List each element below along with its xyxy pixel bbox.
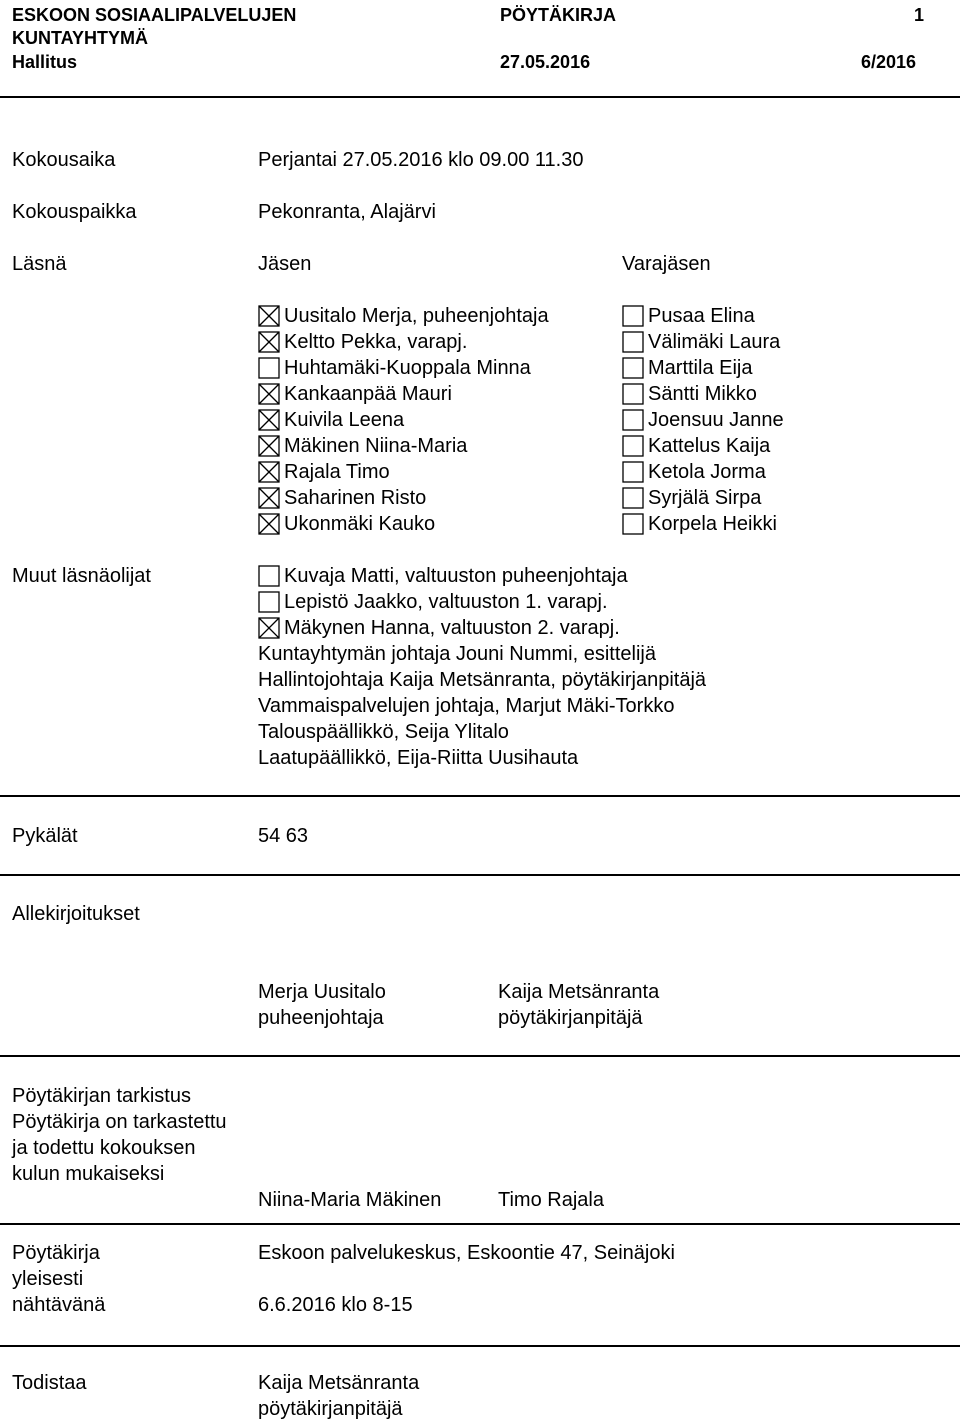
attendee-row (258, 589, 758, 615)
attendee-row-label: Mäkynen Hanna, valtuuston 2. varapj. (284, 617, 620, 639)
time-label: Kokousaika (12, 149, 116, 171)
checked-checkbox-icon (258, 435, 280, 457)
member-row-label: Huhtamäki-Kuoppala Minna (284, 357, 531, 379)
checked-checkbox-icon (258, 331, 280, 353)
deputy-row-label: Kattelus Kaija (648, 435, 771, 457)
sections-value: 54 63 (258, 825, 309, 847)
member-row (258, 459, 608, 485)
certify-name: Kaija Metsänranta (258, 1372, 420, 1394)
member-row-label: Kuivila Leena (284, 409, 405, 431)
deputy-row (622, 485, 942, 511)
unchecked-checkbox-icon (622, 305, 644, 327)
attendee-row (258, 615, 758, 641)
reviewer-1: Niina-Maria Mäkinen (258, 1189, 442, 1211)
deputy-row (622, 459, 942, 485)
member-row-label: Uusitalo Merja, puheenjohtaja (284, 305, 549, 327)
deputy-row-label: Ketola Jorma (648, 461, 766, 483)
member-row (258, 355, 608, 381)
sections-label: Pykälät (12, 825, 78, 847)
unchecked-checkbox-icon (622, 357, 644, 379)
member-row (258, 511, 608, 537)
unchecked-checkbox-icon (258, 357, 280, 379)
certify-label: Todistaa (12, 1372, 87, 1394)
org-name-line1: ESKOON SOSIAALIPALVELUJEN (12, 5, 297, 25)
deputy-row-label: Syrjälä Sirpa (648, 487, 762, 509)
review-line-2: Pöytäkirja on tarkastettu (12, 1111, 227, 1133)
deputy-row-label: Korpela Heikki (648, 513, 777, 535)
attendee-line: Talouspäällikkö, Seija Ylitalo (258, 721, 509, 743)
checked-checkbox-icon (258, 461, 280, 483)
chair-name: Merja Uusitalo (258, 981, 386, 1003)
attendee-row-label: Kuvaja Matti, valtuuston puheenjohtaja (284, 565, 628, 587)
unchecked-checkbox-icon (622, 487, 644, 509)
checked-checkbox-icon (258, 305, 280, 327)
unchecked-checkbox-icon (622, 513, 644, 535)
attendee-row-label: Lepistö Jaakko, valtuuston 1. varapj. (284, 591, 608, 613)
header-date: 27.05.2016 (500, 52, 591, 72)
deputy-row (622, 329, 942, 355)
checked-checkbox-icon (258, 409, 280, 431)
deputy-row-label: Marttila Eija (648, 357, 753, 379)
deputy-row (622, 433, 942, 459)
certify-role: pöytäkirjanpitäjä (258, 1398, 403, 1420)
display-label-line-1: Pöytäkirja (12, 1242, 100, 1264)
attendee-line: Kuntayhtymän johtaja Jouni Nummi, esittelijä (258, 643, 656, 665)
deputy-row (622, 381, 942, 407)
member-row-label: Ukonmäki Kauko (284, 513, 436, 535)
org-name-line2: KUNTAYHTYMÄ (12, 28, 149, 48)
attendee-line: Vammaispalvelujen johtaja, Marjut Mäki-Torkko (258, 695, 675, 717)
unchecked-checkbox-icon (258, 565, 280, 587)
unchecked-checkbox-icon (622, 461, 644, 483)
member-row-label: Mäkinen Niina-Maria (284, 435, 468, 457)
deputy-row (622, 355, 942, 381)
member-row-label: Kankaanpää Mauri (284, 383, 452, 405)
place-value: Pekonranta, Alajärvi (258, 201, 436, 223)
deputy-row-label: Joensuu Janne (648, 409, 784, 431)
display-label-line-2: yleisesti (12, 1268, 84, 1290)
present-label: Läsnä (12, 253, 67, 275)
review-line-3: ja todettu kokouksen (12, 1137, 196, 1159)
deputy-row (622, 511, 942, 537)
header-divider (0, 96, 960, 98)
doc-type: PÖYTÄKIRJA (500, 5, 617, 25)
attendee-line: Hallintojohtaja Kaija Metsänranta, pöytäkirjanpitäjä (258, 669, 707, 691)
body-name: Hallitus (12, 52, 78, 72)
review-line-4: kulun mukaiseksi (12, 1163, 165, 1185)
deputy-row-label: Pusaa Elina (648, 305, 755, 327)
place-label: Kokouspaikka (12, 201, 137, 223)
signatures-label: Allekirjoitukset (12, 903, 140, 925)
attendee-line: Laatupäällikkö, Eija-Riitta Uusihauta (258, 747, 579, 769)
unchecked-checkbox-icon (622, 331, 644, 353)
member-list (258, 303, 608, 543)
unchecked-checkbox-icon (622, 409, 644, 431)
reviewer-2: Timo Rajala (498, 1189, 604, 1211)
divider-5 (0, 1345, 960, 1347)
member-row-label: Keltto Pekka, varapj. (284, 331, 468, 353)
attendee-row (258, 563, 758, 589)
member-row-label: Rajala Timo (284, 461, 390, 483)
divider-2 (0, 874, 960, 876)
member-row (258, 407, 608, 433)
member-row (258, 329, 608, 355)
unchecked-checkbox-icon (258, 591, 280, 613)
checked-checkbox-icon (258, 383, 280, 405)
member-row (258, 433, 608, 459)
member-row (258, 303, 608, 329)
member-column-header: Jäsen (258, 253, 312, 275)
time-value: Perjantai 27.05.2016 klo 09.00 11.30 (258, 149, 584, 171)
unchecked-checkbox-icon (622, 383, 644, 405)
deputy-row-label: Välimäki Laura (648, 331, 781, 353)
chair-role: puheenjohtaja (258, 1007, 384, 1029)
member-row (258, 381, 608, 407)
deputy-column-header: Varajäsen (622, 253, 711, 275)
unchecked-checkbox-icon (622, 435, 644, 457)
member-row (258, 485, 608, 511)
others-plain-list (258, 641, 858, 781)
review-line-1: Pöytäkirjan tarkistus (12, 1085, 191, 1107)
deputy-row (622, 303, 942, 329)
checked-checkbox-icon (258, 617, 280, 639)
display-place: Eskoon palvelukeskus, Eskoontie 47, Seinäjoki (258, 1242, 675, 1264)
deputy-row (622, 407, 942, 433)
page-number: 1 (914, 5, 925, 25)
divider-1 (0, 795, 960, 797)
deputy-list (622, 303, 942, 543)
deputy-row-label: Säntti Mikko (648, 383, 757, 405)
display-label-line-3: nähtävänä (12, 1294, 106, 1316)
member-row-label: Saharinen Risto (284, 487, 427, 509)
checked-checkbox-icon (258, 487, 280, 509)
divider-3 (0, 1055, 960, 1057)
others-label: Muut läsnäolijat (12, 565, 151, 587)
secretary-role: pöytäkirjanpitäjä (498, 1007, 643, 1029)
checked-checkbox-icon (258, 513, 280, 535)
doc-number: 6/2016 (861, 52, 917, 72)
secretary-name: Kaija Metsänranta (498, 981, 660, 1003)
others-checkbox-list (258, 563, 758, 643)
display-time: 6.6.2016 klo 8-15 (258, 1294, 413, 1316)
divider-4 (0, 1223, 960, 1225)
